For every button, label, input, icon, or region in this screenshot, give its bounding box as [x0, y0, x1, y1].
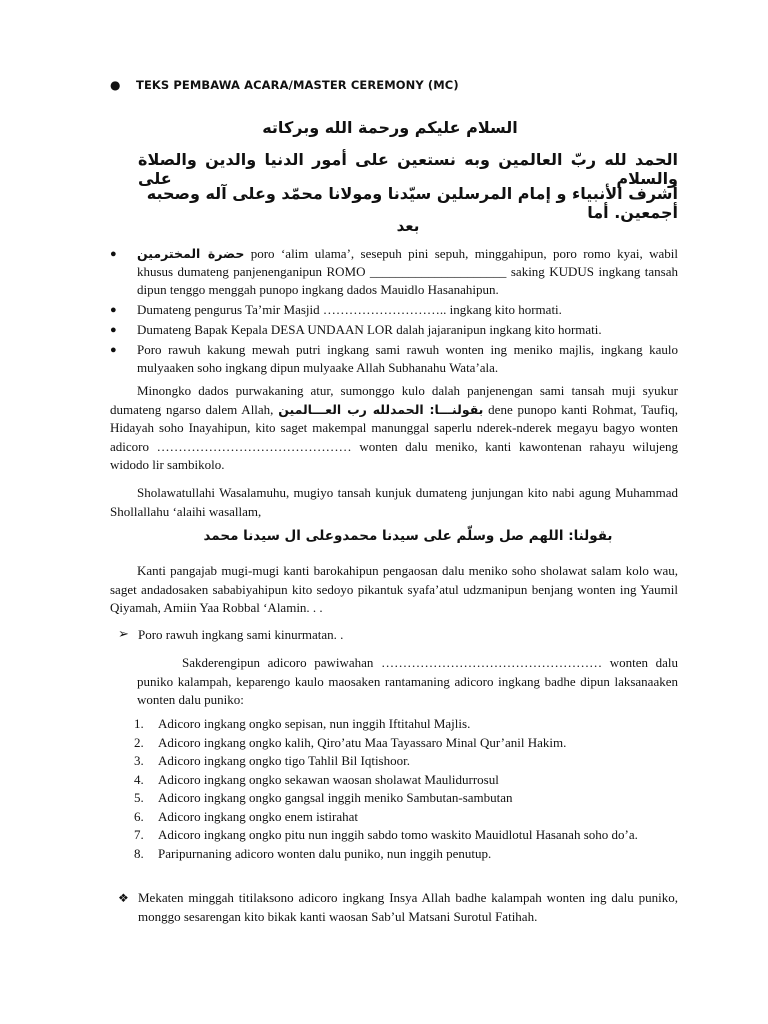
- bullet-icon: ●: [110, 304, 117, 316]
- arabic-praise-line: بعد: [396, 217, 420, 235]
- list-item: 2. Adicoro ingkang ongko kalih, Qiro’atu Maa Tayassaro Minal Qur’anil Hakim.: [134, 734, 567, 750]
- list-item: 3. Adicoro ingkang ongko tigo Tahlil Bil Iqtishoor.: [134, 753, 410, 768]
- paragraph-sholawat: Sholawatullahi Wasalamuhu, mugiyo tansah kunjuk dumateng junjungan kito nabi agung Muhammad Shollallahu ‘alaihi wasallam,: [110, 485, 678, 519]
- list-item: 1. Adicoro ingkang ongko sepisan, nun inggih Iftitahul Majlis.: [134, 716, 471, 731]
- list-item: 4. Adicoro ingkang ongko sekawan waosan sholawat Maulidurrosul: [134, 771, 499, 787]
- list-item: 7. Adicoro ingkang ongko pitu nun inggih sabdo tomo waskito Mauidlotul Hasanah soho do’a.: [134, 827, 638, 842]
- arabic-hamdalah: بقولنـــا: الحمدلله رب العـــالمين: [278, 401, 484, 417]
- bullet-icon: ●: [110, 344, 117, 356]
- bullet-icon: ●: [110, 78, 121, 92]
- bullet-icon: ●: [110, 324, 117, 336]
- arabic-praise-line: الحمد لله ربّ العالمين وبه نستعين على أمور الدنيا والدين والصلاة والسلام على: [138, 150, 678, 188]
- bullet-icon: ●: [110, 248, 117, 260]
- paragraph-prayer: Kanti pangajab mugi-mugi kanti barokahipun pengaosan dalu meniko soho sholawat salam kolo wau, saget andadosaken sababiyahipun kito sedoyo pikantuk syafa’atul udzmanipun benjang wonten ing Yaumil Qiyamah, Amiin Yaa Robbal ‘Alamin. . .: [110, 563, 678, 615]
- list-item: 5. Adicoro ingkang ongko gangsal inggih meniko Sambutan-sambutan: [134, 790, 513, 805]
- document-heading: ● TEKS PEMBAWA ACARA/MASTER CEREMONY (MC): [110, 78, 459, 92]
- arabic-honorific: حضرة المخترمين: [137, 246, 245, 261]
- closing-paragraph: ❖ Mekaten minggah titilaksono adicoro ingkang Insya Allah badhe kalampah wonten ing dalu puniko, monggo sesarengan kito bikak kanti waosan Sab’ul Matsani Surotul Fatihah.: [118, 890, 678, 924]
- list-item-text: Dumateng pengurus Ta’mir Masjid ……………………….. ingkang kito hormati.: [137, 302, 562, 317]
- list-item: [110, 301, 678, 319]
- list-item-text: Poro rawuh kakung mewah putri ingkang sami rawuh wonten ing meniko majlis, ingkang kaulo mulyaaken soho ingkang dipun mulyaake Allah Subhanahu Wata’ala.: [137, 342, 678, 375]
- honorific-list: [110, 245, 678, 379]
- list-item: 6. Adicoro ingkang ongko enem istirahat: [134, 808, 359, 824]
- arabic-shalawat: بقولنا: اللهم صل وسلّم على سيدنا محمدوعلى ال سيدنا محمد: [203, 528, 613, 544]
- list-item: [110, 245, 678, 299]
- list-item: [110, 341, 678, 377]
- arrow-bullet-icon: ➢: [118, 626, 129, 641]
- list-item: [110, 321, 678, 339]
- agenda-list: [134, 715, 678, 863]
- arabic-greeting: السلام عليكم ورحمة الله وبركاته: [262, 118, 518, 137]
- arrow-item: ➢ Poro rawuh ingkang sami kinurmatan. .: [118, 626, 344, 642]
- paragraph-agenda-intro: Sakderengipun adicoro pawiwahan …………………………………………… wonten dalu puniko kalampah, keparengo kaulo maosaken rantamaning adicoro ingkang badhe dipun laksanaaken wonten dalu puniko:: [137, 655, 678, 707]
- list-item-text: poro ‘alim ulama’, sesepuh pini sepuh, minggahipun, poro romo kyai, wabil khusus dumateng panjenenganipun ROMO _____________________ saking KUDUS ingkang tansah dipun tenggo menggah punopo ingkang dados Mauidlo Hasanahipun.: [137, 246, 678, 297]
- paragraph-opening: Minongko dados purwakaning atur, sumonggo kulo dalah panjenengan sami tansah muji syukur dumateng ngarso dalem Allah, بقولنـــا: الحمدلله رب العـــالمين dene punopo kanti Rohmat, Taufiq, Hidayah soho Inayahipun, kito saget makempal manunggal saperlu nderek-nderek megayu bagyo wonten adicoro ……………………………………… wonten dalu meniko, kanti kawontenan rahayu wilujeng widodo lir sambikolo.: [110, 383, 678, 472]
- arabic-praise-line: أشرف الأنبياء و إمام المرسلين سيّدنا ومولانا محمّد وعلى آله وصحبه أجمعين. أما: [146, 184, 678, 222]
- list-item: 8. Paripurnaning adicoro wonten dalu puniko, nun inggih penutup.: [134, 845, 492, 861]
- list-item-text: Dumateng Bapak Kepala DESA UNDAAN LOR dalah jajaranipun ingkang kito hormati.: [137, 322, 602, 337]
- diamond-bullet-icon: ❖: [118, 891, 129, 905]
